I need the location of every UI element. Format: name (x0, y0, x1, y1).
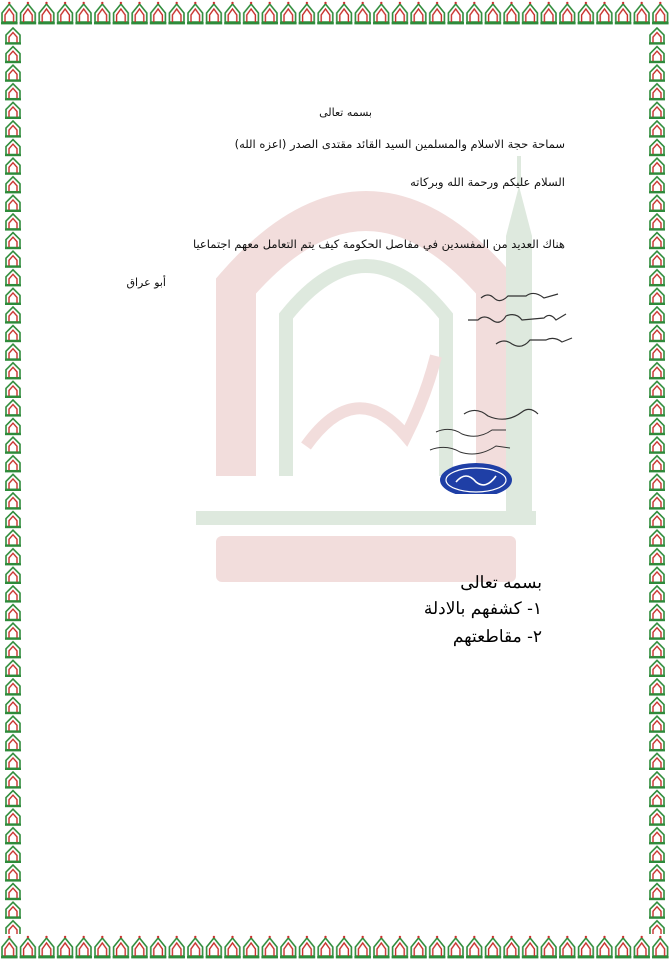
letter-question: هناك العديد من المفسدين في مفاصل الحكومة كيف يتم التعامل معهم اجتماعيا (192, 237, 565, 251)
letter-recipient: سماحة حجة الاسلام والمسلمين السيد القائد مقتدى الصدر (اعزه الله) (234, 137, 565, 151)
reply-item-2: ٢- مقاطعتهم (452, 627, 542, 647)
top-border-mosque-tile-icon (0, 0, 670, 26)
letter-signature: أبو عراق (126, 276, 166, 289)
ink-seal-stamp-icon (440, 463, 512, 494)
handwritten-reply-and-seal (426, 284, 646, 494)
letter-greeting: السلام عليكم ورحمة الله وبركاته (410, 175, 565, 189)
letter-heading: بسمه تعالى (319, 106, 372, 119)
reply-heading: بسمه تعالى (460, 573, 542, 593)
bottom-border-mosque-tile-icon (0, 934, 670, 960)
right-border-mosque-tile-icon (644, 26, 670, 934)
document-page (26, 26, 644, 934)
left-border-mosque-tile-icon (0, 26, 26, 934)
reply-item-1: ١- كشفهم بالادلة (423, 599, 542, 619)
